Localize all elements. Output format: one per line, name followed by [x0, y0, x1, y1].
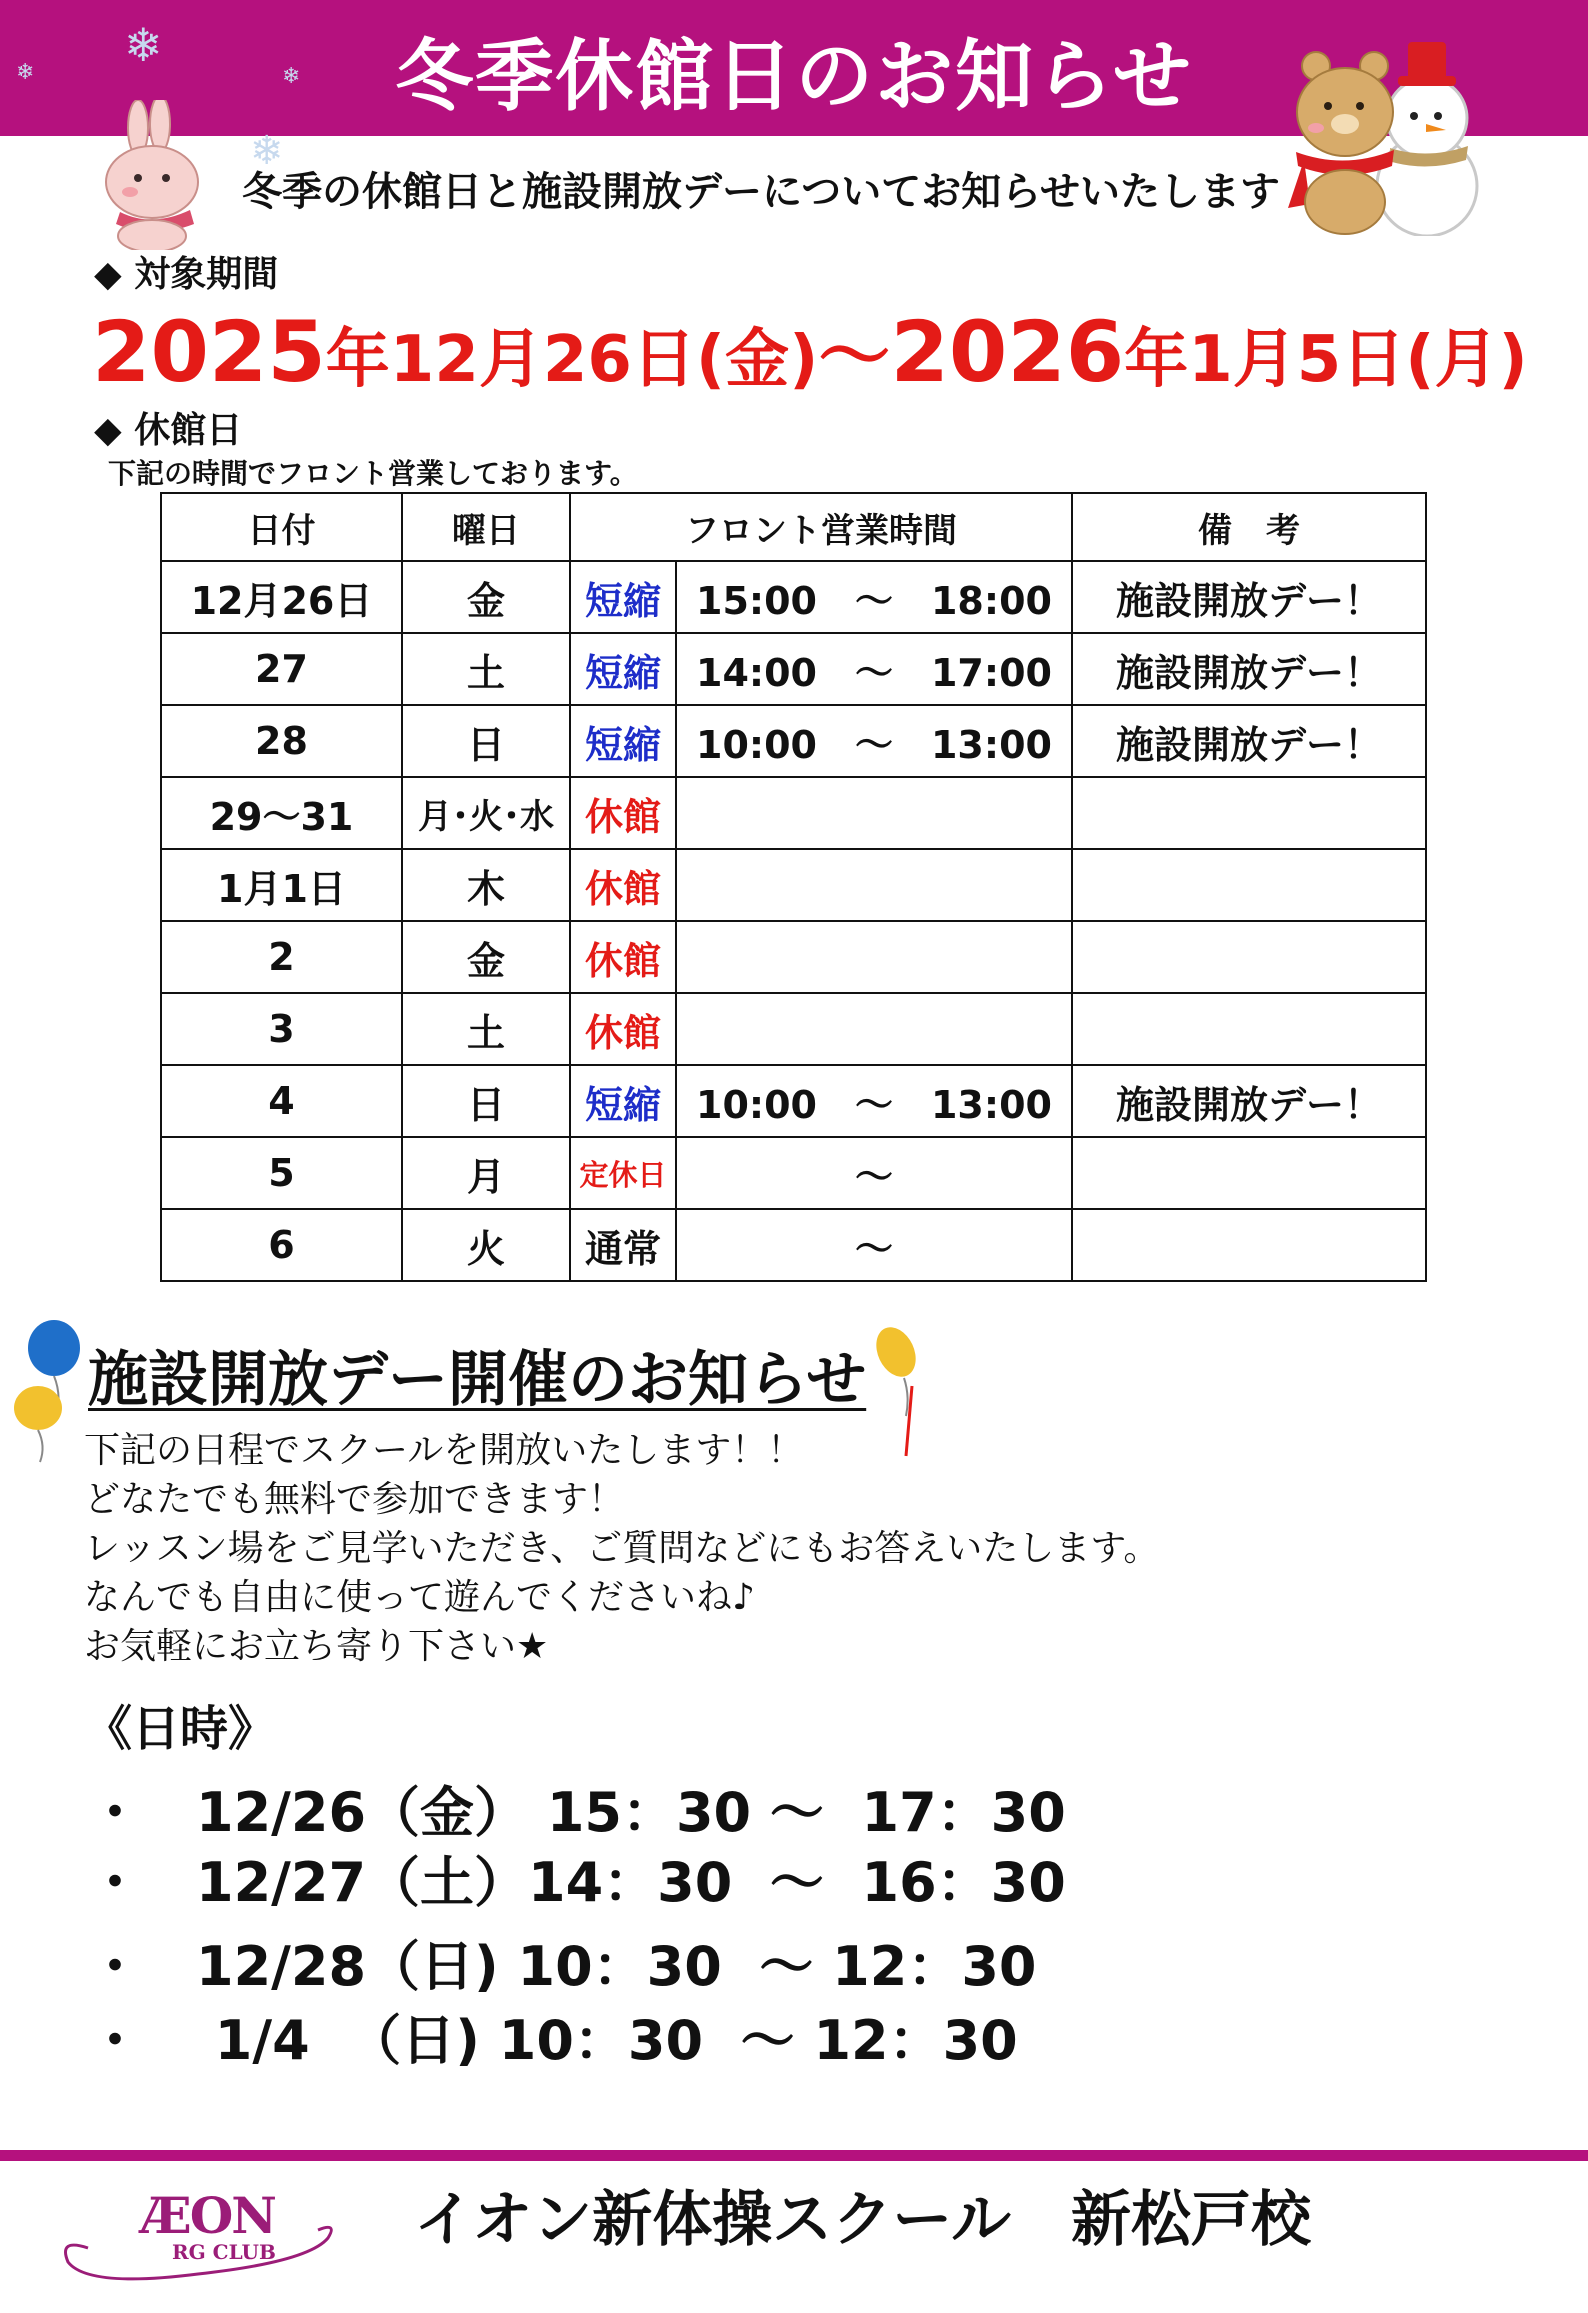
row-weekday: 土	[402, 993, 570, 1065]
table-row	[161, 561, 1426, 633]
row-weekday: 日	[402, 705, 570, 777]
row-time: 15:00 〜 18:00	[676, 561, 1072, 633]
footer-rule	[0, 2150, 1588, 2161]
schedule-heading: 《日時》	[84, 1701, 277, 1757]
period-start-year: 2025	[92, 303, 326, 401]
open-day-description	[84, 1426, 1159, 1671]
schedule-item: ・ 1/4 （日) 10：30 〜 12：30	[88, 2009, 1018, 2072]
row-weekday: 月･火･水	[402, 777, 570, 849]
row-time: 14:00 〜 17:00	[676, 633, 1072, 705]
row-time	[676, 921, 1072, 993]
row-weekday: 金	[402, 561, 570, 633]
table-row	[161, 849, 1426, 921]
description-line: レッスン場をご見学いただき、ご質問などにもお答えいたします。	[84, 1528, 1160, 1569]
row-date: 28	[161, 705, 402, 777]
description-line: 下記の日程でスクールを開放いたします！！	[84, 1430, 804, 1471]
row-remark	[1072, 777, 1426, 849]
balloons-left-icon	[6, 1316, 86, 1466]
row-date: 6	[161, 1209, 402, 1281]
row-date: 4	[161, 1065, 402, 1137]
hours-table	[160, 492, 1427, 1282]
row-time	[676, 993, 1072, 1065]
row-time: 10:00 〜 13:00	[676, 1065, 1072, 1137]
front-hours-note: 下記の時間でフロント営業しております。	[108, 457, 638, 490]
header-weekday: 曜日	[402, 493, 570, 561]
row-weekday: 金	[402, 921, 570, 993]
table-row	[161, 705, 1426, 777]
row-remark	[1072, 1137, 1426, 1209]
table-row	[161, 993, 1426, 1065]
row-remark	[1072, 1209, 1426, 1281]
table-row	[161, 1137, 1426, 1209]
intro-text: 冬季の休館日と施設開放デーについてお知らせいたします	[242, 169, 1280, 215]
row-remark	[1072, 993, 1426, 1065]
header-front-hours: フロント営業時間	[570, 493, 1072, 561]
row-time: 〜	[676, 1137, 1072, 1209]
row-weekday: 土	[402, 633, 570, 705]
row-remark: 施設開放デー！	[1072, 705, 1426, 777]
schedule-item: ・ 12/27（土）14：30 〜 16：30	[88, 1851, 1066, 1914]
period-end-year: 2026	[890, 303, 1125, 401]
row-remark	[1072, 921, 1426, 993]
row-weekday: 火	[402, 1209, 570, 1281]
row-time: 10:00 〜 13:00	[676, 705, 1072, 777]
row-time: 〜	[676, 1209, 1072, 1281]
row-date: 27	[161, 633, 402, 705]
logo-wordmark: ÆON	[140, 2186, 275, 2245]
schedule-item: ・ 12/26（金） 15：30 〜 17：30	[88, 1781, 1066, 1844]
row-date: 5	[161, 1137, 402, 1209]
page-title: 冬季休館日のお知らせ	[395, 32, 1193, 122]
aeon-logo	[48, 2178, 348, 2288]
row-time	[676, 849, 1072, 921]
table-row	[161, 777, 1426, 849]
row-status-tag: 短縮	[570, 561, 676, 633]
row-status-tag: 短縮	[570, 633, 676, 705]
row-status-tag: 休館	[570, 777, 676, 849]
row-status-tag: 短縮	[570, 705, 676, 777]
period-range	[92, 298, 1528, 402]
row-remark: 施設開放デー！	[1072, 561, 1426, 633]
row-weekday: 日	[402, 1065, 570, 1137]
row-weekday: 木	[402, 849, 570, 921]
row-date: 3	[161, 993, 402, 1065]
row-status-tag: 休館	[570, 993, 676, 1065]
table-row	[161, 1209, 1426, 1281]
row-status-tag: 通常	[570, 1209, 676, 1281]
row-status-tag: 定休日	[570, 1137, 676, 1209]
row-weekday: 月	[402, 1137, 570, 1209]
period-start-date: 年12月26日(金)	[325, 323, 819, 397]
row-remark	[1072, 849, 1426, 921]
snowflake-icon: ❄	[16, 60, 35, 85]
row-remark: 施設開放デー！	[1072, 633, 1426, 705]
row-date: 29〜31	[161, 777, 402, 849]
rabbit-illustration	[90, 100, 220, 250]
description-line: どなたでも無料で参加できます！	[84, 1479, 625, 1520]
description-line: なんでも自由に使って遊んでくださいね♪	[84, 1577, 755, 1618]
row-remark: 施設開放デー！	[1072, 1065, 1426, 1137]
table-row	[161, 1065, 1426, 1137]
open-day-title: 施設開放デー開催のお知らせ	[88, 1345, 867, 1415]
header-date: 日付	[161, 493, 402, 561]
row-time	[676, 777, 1072, 849]
table-header-row	[161, 493, 1426, 561]
row-date: 12月26日	[161, 561, 402, 633]
table-row	[161, 633, 1426, 705]
row-date: 1月1日	[161, 849, 402, 921]
logo-subtext: RG CLUB	[172, 2240, 276, 2264]
period-end-date: 年1月5日(月)	[1124, 323, 1528, 397]
row-status-tag: 休館	[570, 921, 676, 993]
snowflake-icon: ❄	[250, 128, 284, 174]
schedule-item: ・ 12/28（日) 10：30 〜 12：30	[88, 1935, 1037, 1998]
snowflake-icon: ❄	[124, 18, 163, 72]
snowflake-icon: ❄	[282, 64, 301, 89]
closed-days-heading: ◆ 休館日	[94, 410, 243, 451]
period-heading: ◆ 対象期間	[94, 254, 279, 295]
description-line: お気軽にお立ち寄り下さい★	[84, 1626, 549, 1667]
row-date: 2	[161, 921, 402, 993]
row-status-tag: 休館	[570, 849, 676, 921]
school-name: イオン新体操スクール 新松戸校	[414, 2185, 1311, 2255]
header-remarks: 備 考	[1072, 493, 1426, 561]
table-row	[161, 921, 1426, 993]
row-status-tag: 短縮	[570, 1065, 676, 1137]
period-tilde: 〜	[818, 314, 891, 398]
